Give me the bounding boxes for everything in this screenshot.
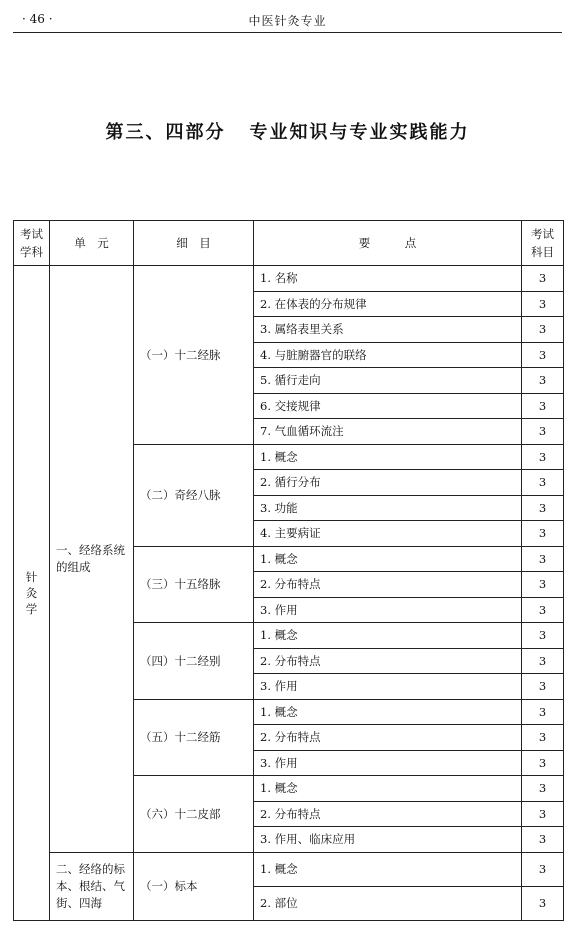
table-row — [14, 852, 564, 886]
point-cell: 2. 循行分布 — [254, 470, 522, 496]
score-cell: 3 — [522, 699, 564, 725]
point-cell: 2. 分布特点 — [254, 648, 522, 674]
score-cell: 3 — [522, 291, 564, 317]
score-cell: 3 — [522, 419, 564, 445]
detail-cell: （三）十五络脉 — [134, 546, 254, 623]
score-cell: 3 — [522, 266, 564, 292]
point-cell: 1. 概念 — [254, 546, 522, 572]
detail-cell: （五）十二经筋 — [134, 699, 254, 776]
point-cell: 6. 交接规律 — [254, 393, 522, 419]
section-title: 专业知识与专业实践能力 — [249, 122, 470, 143]
score-cell: 3 — [522, 623, 564, 649]
detail-cell: （二）奇经八脉 — [134, 444, 254, 546]
subject-cell: 针 灸 学 — [14, 266, 50, 921]
point-cell: 2. 分布特点 — [254, 572, 522, 598]
score-cell: 3 — [522, 801, 564, 827]
score-cell: 3 — [522, 750, 564, 776]
point-cell: 2. 分布特点 — [254, 801, 522, 827]
point-cell: 1. 概念 — [254, 852, 522, 886]
score-cell: 3 — [522, 342, 564, 368]
score-cell: 3 — [522, 470, 564, 496]
detail-cell: （六）十二皮部 — [134, 776, 254, 853]
header-score: 考试 科目 — [522, 221, 564, 266]
score-cell: 3 — [522, 444, 564, 470]
score-cell: 3 — [522, 495, 564, 521]
score-cell: 3 — [522, 393, 564, 419]
point-cell: 2. 在体表的分布规律 — [254, 291, 522, 317]
section-part: 第三、四部分 — [105, 122, 226, 143]
score-cell: 3 — [522, 827, 564, 853]
point-cell: 3. 功能 — [254, 495, 522, 521]
point-cell: 1. 名称 — [254, 266, 522, 292]
score-cell: 3 — [522, 725, 564, 751]
header-points: 要 点 — [254, 221, 522, 266]
score-cell: 3 — [522, 886, 564, 920]
point-cell: 1. 概念 — [254, 444, 522, 470]
point-cell: 3. 作用 — [254, 674, 522, 700]
score-cell: 3 — [522, 648, 564, 674]
syllabus-table — [13, 220, 564, 921]
point-cell: 3. 作用、临床应用 — [254, 827, 522, 853]
table-body — [14, 266, 564, 921]
page-number: · 46 · — [22, 12, 53, 26]
score-cell: 3 — [522, 572, 564, 598]
score-cell: 3 — [522, 317, 564, 343]
running-header-title: 中医针灸专业 — [248, 14, 327, 28]
header-unit: 单 元 — [50, 221, 134, 266]
table-header-row — [14, 221, 564, 266]
point-cell: 1. 概念 — [254, 699, 522, 725]
point-cell: 5. 循行走向 — [254, 368, 522, 394]
point-cell: 3. 作用 — [254, 750, 522, 776]
score-cell: 3 — [522, 521, 564, 547]
table-row — [14, 266, 564, 292]
unit-cell: 一、经络系统的组成 — [50, 266, 134, 853]
detail-cell: （一）十二经脉 — [134, 266, 254, 445]
point-cell: 1. 概念 — [254, 623, 522, 649]
detail-cell: （四）十二经别 — [134, 623, 254, 700]
score-cell: 3 — [522, 776, 564, 802]
section-heading — [0, 118, 575, 144]
point-cell: 4. 主要病证 — [254, 521, 522, 547]
score-cell: 3 — [522, 597, 564, 623]
point-cell: 3. 属络表里关系 — [254, 317, 522, 343]
point-cell: 2. 分布特点 — [254, 725, 522, 751]
header-subject: 考试 学科 — [14, 221, 50, 266]
point-cell: 7. 气血循环流注 — [254, 419, 522, 445]
score-cell: 3 — [522, 368, 564, 394]
score-cell: 3 — [522, 546, 564, 572]
unit-cell: 二、经络的标本、根结、气街、四海 — [50, 852, 134, 920]
detail-cell: （一）标本 — [134, 852, 254, 920]
point-cell: 4. 与脏腑器官的联络 — [254, 342, 522, 368]
header-detail: 细 目 — [134, 221, 254, 266]
point-cell: 2. 部位 — [254, 886, 522, 920]
header-rule — [13, 32, 562, 33]
point-cell: 1. 概念 — [254, 776, 522, 802]
point-cell: 3. 作用 — [254, 597, 522, 623]
score-cell: 3 — [522, 674, 564, 700]
score-cell: 3 — [522, 852, 564, 886]
